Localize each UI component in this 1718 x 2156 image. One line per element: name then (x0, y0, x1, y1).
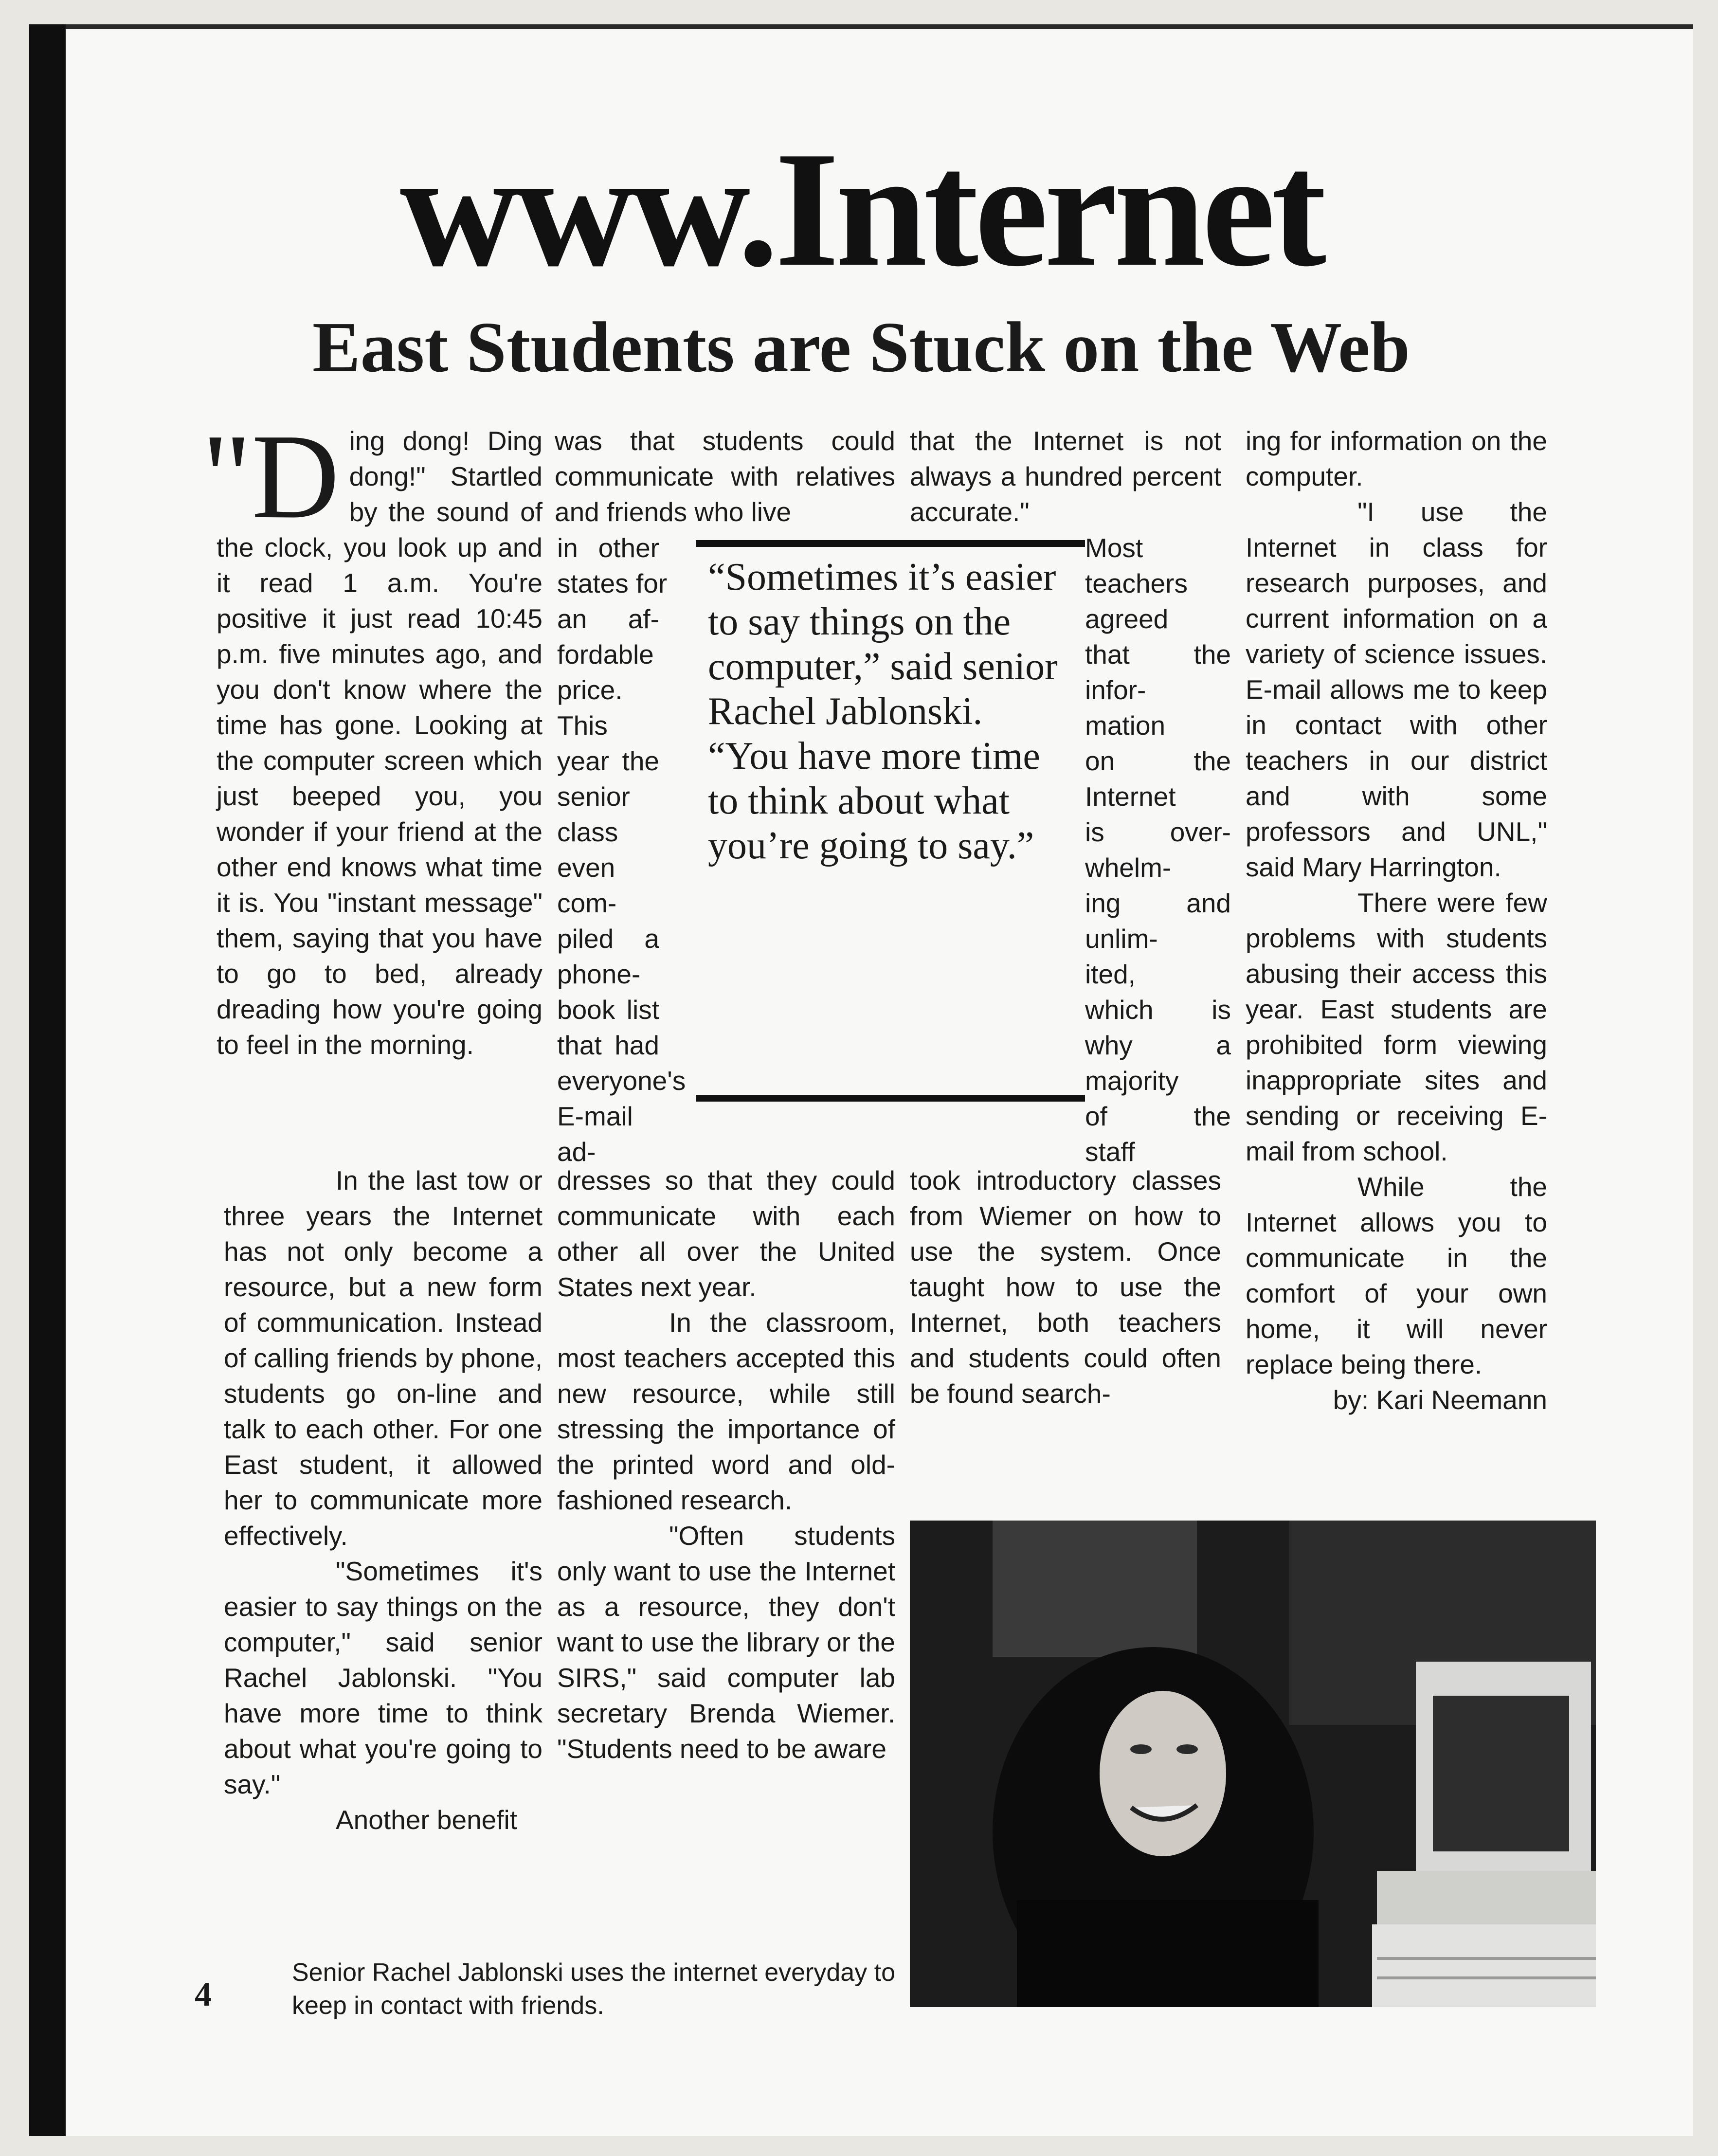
narrow-column-line: infor- (1085, 675, 1146, 705)
page-number: 4 (195, 1976, 212, 2013)
article-paragraph: that the Internet is not always a hundred percent accurate." (910, 426, 1221, 527)
narrow-column-line: ad- (557, 1137, 596, 1167)
article-column-2-bottom (557, 1163, 895, 1767)
article-column-1-top (202, 409, 543, 1063)
narrow-column-line: mation (1085, 710, 1166, 741)
narrow-column-line: fordable (557, 639, 654, 670)
narrow-column-line: class (557, 817, 618, 847)
photo-student-at-computer (910, 1521, 1596, 2007)
narrow-column-line: majority (1085, 1066, 1179, 1096)
narrow-column-line: that the (1085, 639, 1231, 670)
narrow-column-line: on the (1085, 746, 1231, 776)
article-paragraph: ing dong! Ding dong!" Startled by the sound of the clock, you look up and it read 1 a.m. You're positive it just read 10:45 p.m. five minutes ago, and you don't know where the time has gone. Looking at the computer screen which just beeped you, you wonder if your friend at the other end knows what time it is. You "instant message" them, saying that you have to go to bed, already dreading how you're going to feel in the morning. (217, 426, 543, 1060)
narrow-column-line: ited, (1085, 959, 1136, 989)
article-column-3-top (910, 423, 1221, 530)
pullquote-top-rule (696, 540, 1085, 547)
article-paragraph: In the classroom, most teachers accepted this new resource, while still stressing the importance of the printed word and old-fashioned research. (557, 1307, 895, 1515)
page-subtitle: East Students are Stuck on the Web (312, 308, 1411, 387)
narrow-column-line: agreed (1085, 604, 1169, 634)
narrow-column-line: piled a (557, 924, 659, 954)
narrow-column-line: which is (1085, 995, 1231, 1025)
article-column-4 (1246, 423, 1547, 1418)
narrow-column-line: ing and (1085, 888, 1231, 918)
page-title: www.Internet (399, 117, 1323, 301)
narrow-column-line: price. (557, 675, 623, 705)
narrow-column-line: E-mail (557, 1101, 633, 1131)
article-column-2-narrow (557, 530, 686, 1170)
article-paragraph: In the last tow or three years the Internet has not only become a resource, but a new form of communication. Instead of calling friends by phone, students go on-line and talk to each other. For one East student, it allowed her to communicate more effectively. (224, 1165, 543, 1551)
narrow-column-line: phone- (557, 959, 641, 989)
narrow-column-line: an af- (557, 604, 659, 634)
article-paragraph: dresses so that they could communicate with each other all over the United States next year. (557, 1165, 895, 1302)
article-paragraph: "Sometimes it's easier to say things on the computer," said senior Rachel Jablonski. "You have more time to think about what you're going to say." (224, 1556, 543, 1799)
narrow-column-line: whelm- (1085, 852, 1172, 883)
narrow-column-line: Most (1085, 533, 1143, 563)
page-top-edge (66, 24, 1693, 29)
article-paragraph: "I use the Internet in class for research purposes, and current information on a variety of science issues. E-mail allows me to keep in contact with other teachers in our district and with some professors and UNL," said Mary Harrington. (1246, 497, 1547, 882)
narrow-column-line: of the (1085, 1101, 1231, 1131)
narrow-column-line: This (557, 710, 608, 741)
pull-quote: “Sometimes it’s easier to say things on the computer,” said senior Rachel Jablonski. “You have more time to think about what you’re going to say.” (708, 556, 1058, 867)
article-paragraph: While the Internet allows you to communicate in the comfort of your own home, it will never replace being there. (1246, 1172, 1547, 1379)
narrow-column-line: that had (557, 1030, 659, 1060)
narrow-column-line: is over- (1085, 817, 1231, 847)
narrow-column-line: unlim- (1085, 924, 1158, 954)
article-column-1-bottom (224, 1163, 543, 1838)
article-column-2-top (555, 423, 895, 530)
narrow-column-line: everyone's (557, 1066, 686, 1096)
narrow-column-line: even (557, 852, 615, 883)
yearbook-page (29, 24, 1693, 2136)
narrow-column-line: in other (557, 533, 659, 563)
narrow-column-line: senior (557, 781, 630, 812)
article-paragraph: Another benefit (336, 1805, 518, 1835)
narrow-column-line: states for (557, 568, 668, 598)
narrow-column-line: Internet (1085, 781, 1176, 812)
narrow-column-line: com- (557, 888, 617, 918)
article-paragraph: There were few problems with students abusing their access this year. East students are prohibited form viewing inappropriate sites and sending or receiving E-mail from school. (1246, 888, 1547, 1166)
photo-caption: Senior Rachel Jablonski uses the internet everyday to keep in contact with friends. (292, 1958, 896, 2020)
narrow-column-line: why a (1085, 1030, 1231, 1060)
article-paragraph: was that students could communicate with relatives and friends who live (555, 426, 895, 527)
photo-illustration (910, 1521, 1596, 2007)
narrow-column-line: year the (557, 746, 659, 776)
article-paragraph: "Often students only want to use the Internet as a resource, they don't want to use the library or the SIRS," said computer lab secretary Brenda Wiemer. "Students need to be aware (557, 1521, 895, 1764)
article-paragraph: took introductory classes from Wiemer on how to use the system. Once taught how to use the Internet, both teachers and students could often be found search- (910, 1165, 1221, 1409)
narrow-column-line: staff (1085, 1137, 1135, 1167)
pullquote-bottom-rule (696, 1095, 1085, 1102)
byline: by: Kari Neemann (1333, 1385, 1547, 1415)
article-paragraph: ing for information on the computer. (1246, 426, 1547, 491)
article-column-3-bottom (910, 1163, 1221, 1412)
narrow-column-line: teachers (1085, 568, 1188, 598)
drop-cap: "D (202, 409, 340, 544)
article-column-3-narrow (1085, 530, 1231, 1170)
narrow-column-line: book list (557, 995, 659, 1025)
